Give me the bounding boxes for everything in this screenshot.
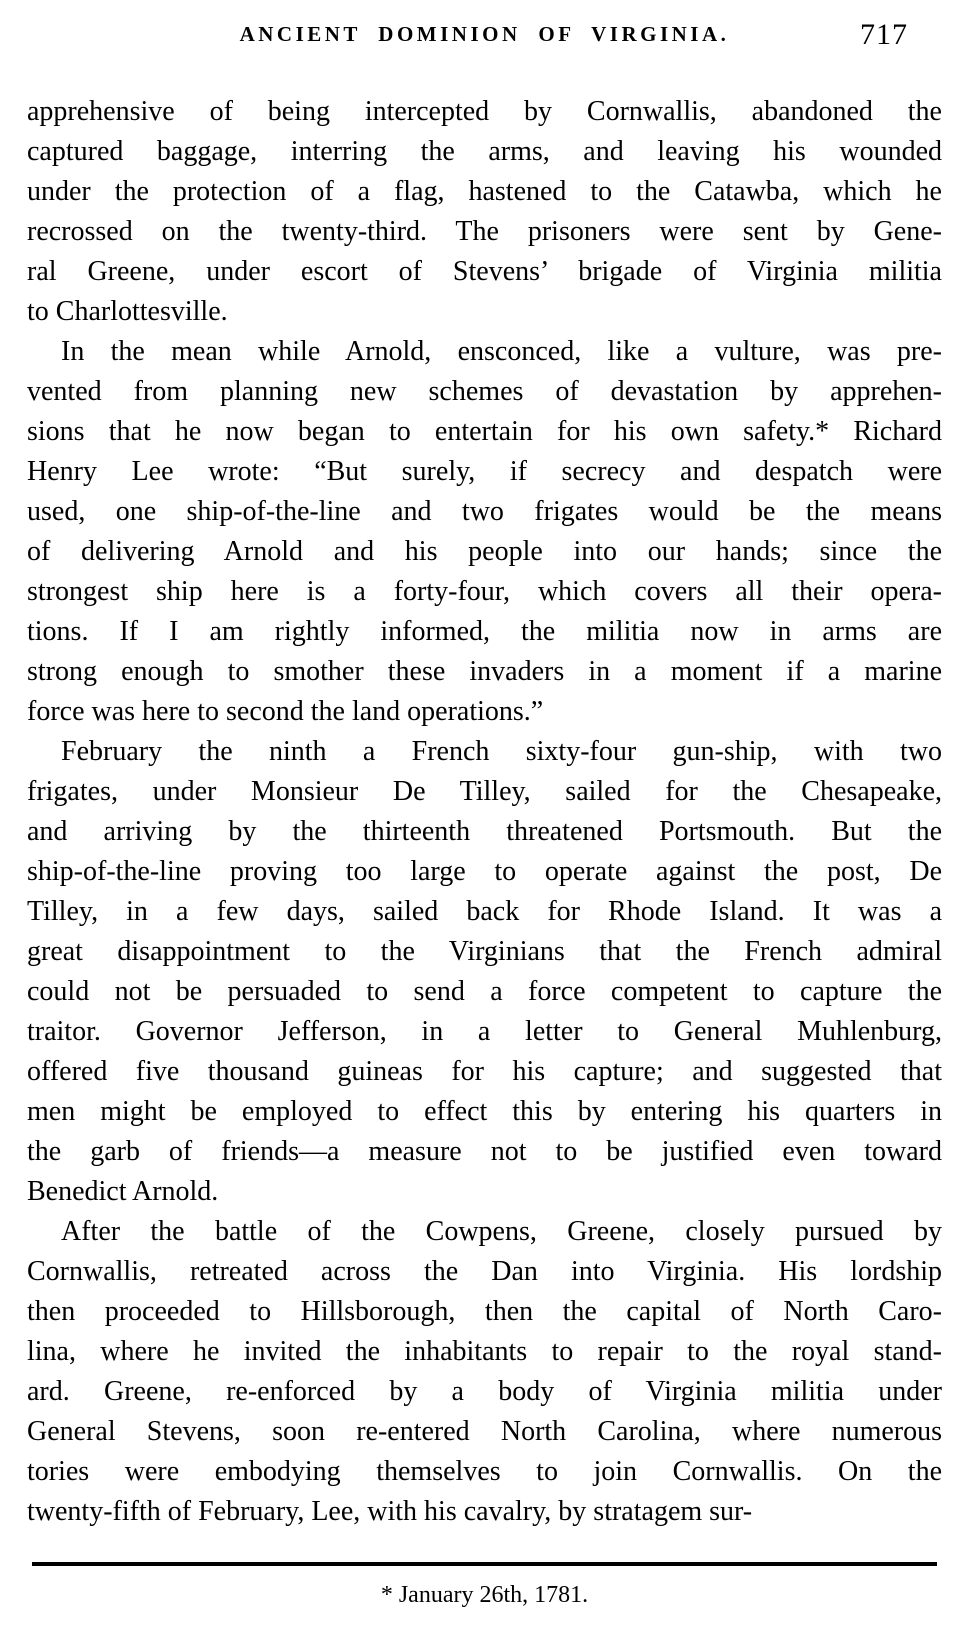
paragraph <box>27 332 942 732</box>
running-header-title: ANCIENT DOMINION OF VIRGINIA. <box>239 22 730 46</box>
text-line: under the protection of a flag, hastened to the Catawba, which he <box>27 176 942 207</box>
body-text <box>27 92 942 1532</box>
text-line: sions that he now began to entertain for his own safety.* Richard <box>27 416 942 447</box>
text-line: traitor. Governor Jefferson, in a letter to General Muhlenburg, <box>27 1016 942 1047</box>
text-line: February the ninth a French sixty-four gun-ship, with two <box>61 736 942 767</box>
text-line: used, one ship-of-the-line and two frigates would be the means <box>27 496 942 527</box>
text-line: great disappointment to the Virginians that the French admiral <box>27 936 942 967</box>
text-line: ral Greene, under escort of Stevens’ brigade of Virginia militia <box>27 256 942 287</box>
text-line: Henry Lee wrote: “But surely, if secrecy and despatch were <box>27 456 942 487</box>
text-line: and arriving by the thirteenth threatened Portsmouth. But the <box>27 816 942 847</box>
text-line: frigates, under Monsieur De Tilley, sailed for the Chesapeake, <box>27 776 942 807</box>
text-line: men might be employed to effect this by entering his quarters in <box>27 1096 942 1127</box>
paragraph <box>27 732 942 1212</box>
text-line: General Stevens, soon re-entered North Carolina, where numerous <box>27 1416 942 1447</box>
footnote-rule <box>32 1562 937 1566</box>
text-line: captured baggage, interring the arms, and leaving his wounded <box>27 136 942 167</box>
text-line: After the battle of the Cowpens, Greene, closely pursued by <box>61 1216 942 1247</box>
text-line: apprehensive of being intercepted by Cornwallis, abandoned the <box>27 96 942 127</box>
text-line: strong enough to smother these invaders in a moment if a marine <box>27 656 942 687</box>
text-line: to Charlottesville. <box>27 296 228 327</box>
text-line: Tilley, in a few days, sailed back for Rhode Island. It was a <box>27 896 942 927</box>
text-line: In the mean while Arnold, ensconced, like a vulture, was pre- <box>61 336 942 367</box>
text-line: of delivering Arnold and his people into our hands; since the <box>27 536 942 567</box>
text-line: ard. Greene, re-enforced by a body of Virginia militia under <box>27 1376 942 1407</box>
text-line: tories were embodying themselves to join Cornwallis. On the <box>27 1456 942 1487</box>
footnote-text: * January 26th, 1781. <box>380 1582 589 1608</box>
text-line: offered five thousand guineas for his capture; and suggested that <box>27 1056 942 1087</box>
text-line: could not be persuaded to send a force competent to capture the <box>27 976 942 1007</box>
text-line: twenty-fifth of February, Lee, with his cavalry, by stratagem sur- <box>27 1496 753 1527</box>
paragraph <box>27 1212 942 1532</box>
text-line: then proceeded to Hillsborough, then the capital of North Caro- <box>27 1296 942 1327</box>
text-line: ship-of-the-line proving too large to operate against the post, De <box>27 856 942 887</box>
text-line: lina, where he invited the inhabitants to repair to the royal stand- <box>27 1336 942 1367</box>
text-line: vented from planning new schemes of devastation by apprehen- <box>27 376 942 407</box>
paragraph <box>27 92 942 332</box>
text-line: Benedict Arnold. <box>27 1176 219 1207</box>
text-line: Cornwallis, retreated across the Dan into Virginia. His lordship <box>27 1256 942 1287</box>
text-line: tions. If I am rightly informed, the militia now in arms are <box>27 616 942 647</box>
text-line: the garb of friends—a measure not to be justified even toward <box>27 1136 942 1167</box>
text-line: force was here to second the land operations.” <box>27 696 544 727</box>
page-number: 717 <box>860 18 908 51</box>
text-line: strongest ship here is a forty-four, which covers all their opera- <box>27 576 942 607</box>
running-head <box>27 18 942 56</box>
text-line: recrossed on the twenty-third. The prisoners were sent by Gene- <box>27 216 942 247</box>
